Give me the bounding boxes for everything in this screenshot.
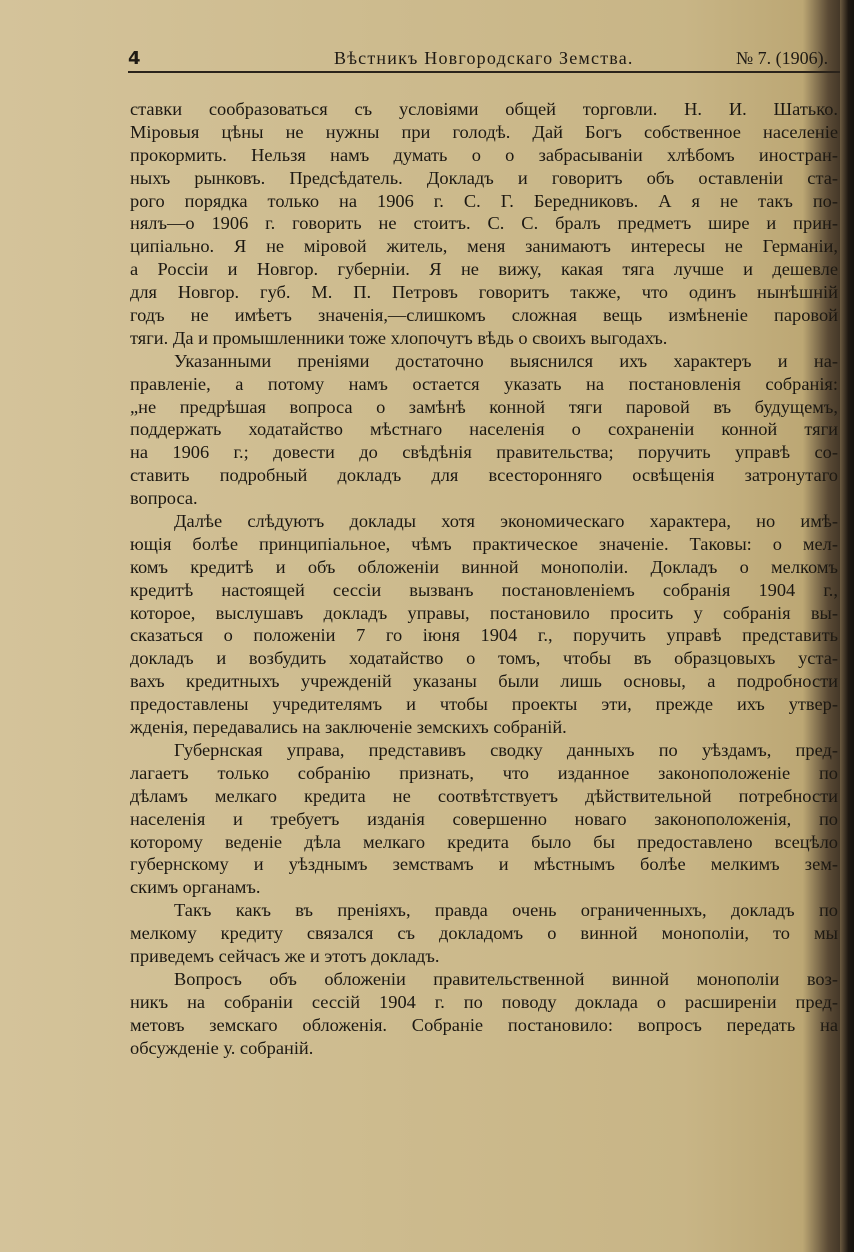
text-line: мелкому кредиту связался съ докладомъ о винной монополіи, то мы [130,923,838,944]
text-line: метовъ земскаго обложенія. Собраніе постановило: вопросъ передать на [130,1014,838,1035]
running-header [128,44,843,74]
text-line: прокормить. Нельзя намъ думать о о забрасываніи хлѣбомъ иностран- [130,144,838,165]
text-line: рого порядка только на 1906 г. С. Г. Бередниковъ. А я не такъ по- [130,190,838,211]
text-line: а Россіи и Новгор. губерніи. Я не вижу, какая тяга лучше и дешевле [130,259,838,280]
text-line: ющія болѣе принципіальное, чѣмъ практическое значеніе. Таковы: о мел- [130,533,838,554]
text-line: комъ кредитѣ и объ обложеніи винной монополіи. Докладъ о мелкомъ [130,556,838,577]
text-line: ставить подробный докладъ для всесторонняго освѣщенія затронутаго [130,465,838,486]
page-number: 4 [128,48,141,69]
text-line: предоставлены учредителямъ и чтобы проекты эти, прежде ихъ утвер- [130,694,838,715]
text-line: дѣламъ мелкаго кредита не соотвѣтствуетъ дѣйствительной потребности [130,785,838,806]
paragraph-start-line: Далѣе слѣдуютъ доклады хотя экономическаго характера, но имѣ- [174,511,838,532]
text-line: губернскому и уѣзднымъ земствамъ и мѣстнымъ болѣе мелкимъ зем- [130,854,838,875]
text-line: вопроса. [130,488,198,509]
text-line: тяги. Да и промышленники тоже хлопочутъ вѣдь о своихъ выгодахъ. [130,327,668,348]
text-line: которое, выслушавъ докладъ управы, постановило просить у собранія вы- [130,602,838,623]
book-spine [840,0,854,1252]
issue-number: № 7. (1906). [736,48,829,68]
header-rule [128,71,840,73]
body-text [130,98,838,1059]
text-line: годъ не имѣетъ значенія,—слишкомъ сложная вещь измѣненіе паровой [130,305,838,326]
text-line: нялъ—о 1906 г. говорить не стоитъ. С. С. бралъ предметъ шире и прин- [130,213,838,234]
text-line: скимъ органамъ. [130,877,261,898]
text-line: ципіально. Я не міровой житель, меня занимаютъ интересы не Германіи, [130,236,838,257]
text-line: для Новгор. губ. М. П. Петровъ говоритъ также, что одинъ нынѣшній [130,282,838,303]
text-line: населенія и требуетъ изданія совершенно новаго законоположенія, по [130,808,838,829]
paragraph-start-line: Такъ какъ въ преніяхъ, правда очень ограниченныхъ, докладъ по [174,900,838,921]
text-line: докладъ и возбудить ходатайство о томъ, чтобы въ образцовыхъ уста- [130,648,838,669]
paragraph-start-line: Губернская управа, представивъ сводку данныхъ по уѣздамъ, пред- [174,739,838,760]
text-line: правленіе, а потому намъ остается указать на постановленія собранія: [130,373,838,394]
text-line: Міровыя цѣны не нужны при голодѣ. Дай Богъ собственное населеніе [130,121,838,142]
text-line: приведемъ сейчасъ же и этотъ докладъ. [130,945,440,966]
text-line: кредитѣ настоящей сессіи вызванъ постановленіемъ собранія 1904 г., [130,579,838,600]
text-line: сказаться о положеніи 7 го іюня 1904 г., поручить управѣ представить [130,625,838,646]
text-line: которому веденіе дѣла мелкаго кредита было бы предоставлено всецѣло [130,831,838,852]
paragraph-start-line: Вопросъ объ обложеніи правительственной винной монополіи воз- [174,968,838,989]
text-line: жденія, передавались на заключеніе земскихъ собраній. [130,717,567,738]
text-line: никъ на собраніи сессій 1904 г. по поводу доклада о расширеніи пред- [130,991,838,1012]
paragraph-start-line: Указанными преніями достаточно выяснился ихъ характеръ и на- [174,350,838,371]
text-line: вахъ кредитныхъ учрежденій указаны были лишь основы, а подробности [130,671,838,692]
journal-title: Вѣстникъ Новгородскаго Земства. [334,48,634,68]
text-line: ставки сообразоваться съ условіями общей торговли. Н. И. Шатько. [130,99,838,119]
text-line: лагаетъ только собранію признать, что изданное законоположеніе по [130,762,838,783]
text-line: ныхъ рынковъ. Предсѣдатель. Докладъ и говоритъ объ оставленіи ста- [130,167,838,188]
text-line: поддержать ходатайство мѣстнаго населенія о сохраненіи конной тяги [130,419,838,440]
text-line: на 1906 г.; довести до свѣдѣнія правительства; поручить управѣ со- [130,442,838,463]
text-line: обсужденіе у. собраній. [130,1037,314,1058]
text-line: „не предрѣшая вопроса о замѣнѣ конной тяги паровой въ будущемъ, [130,396,838,417]
